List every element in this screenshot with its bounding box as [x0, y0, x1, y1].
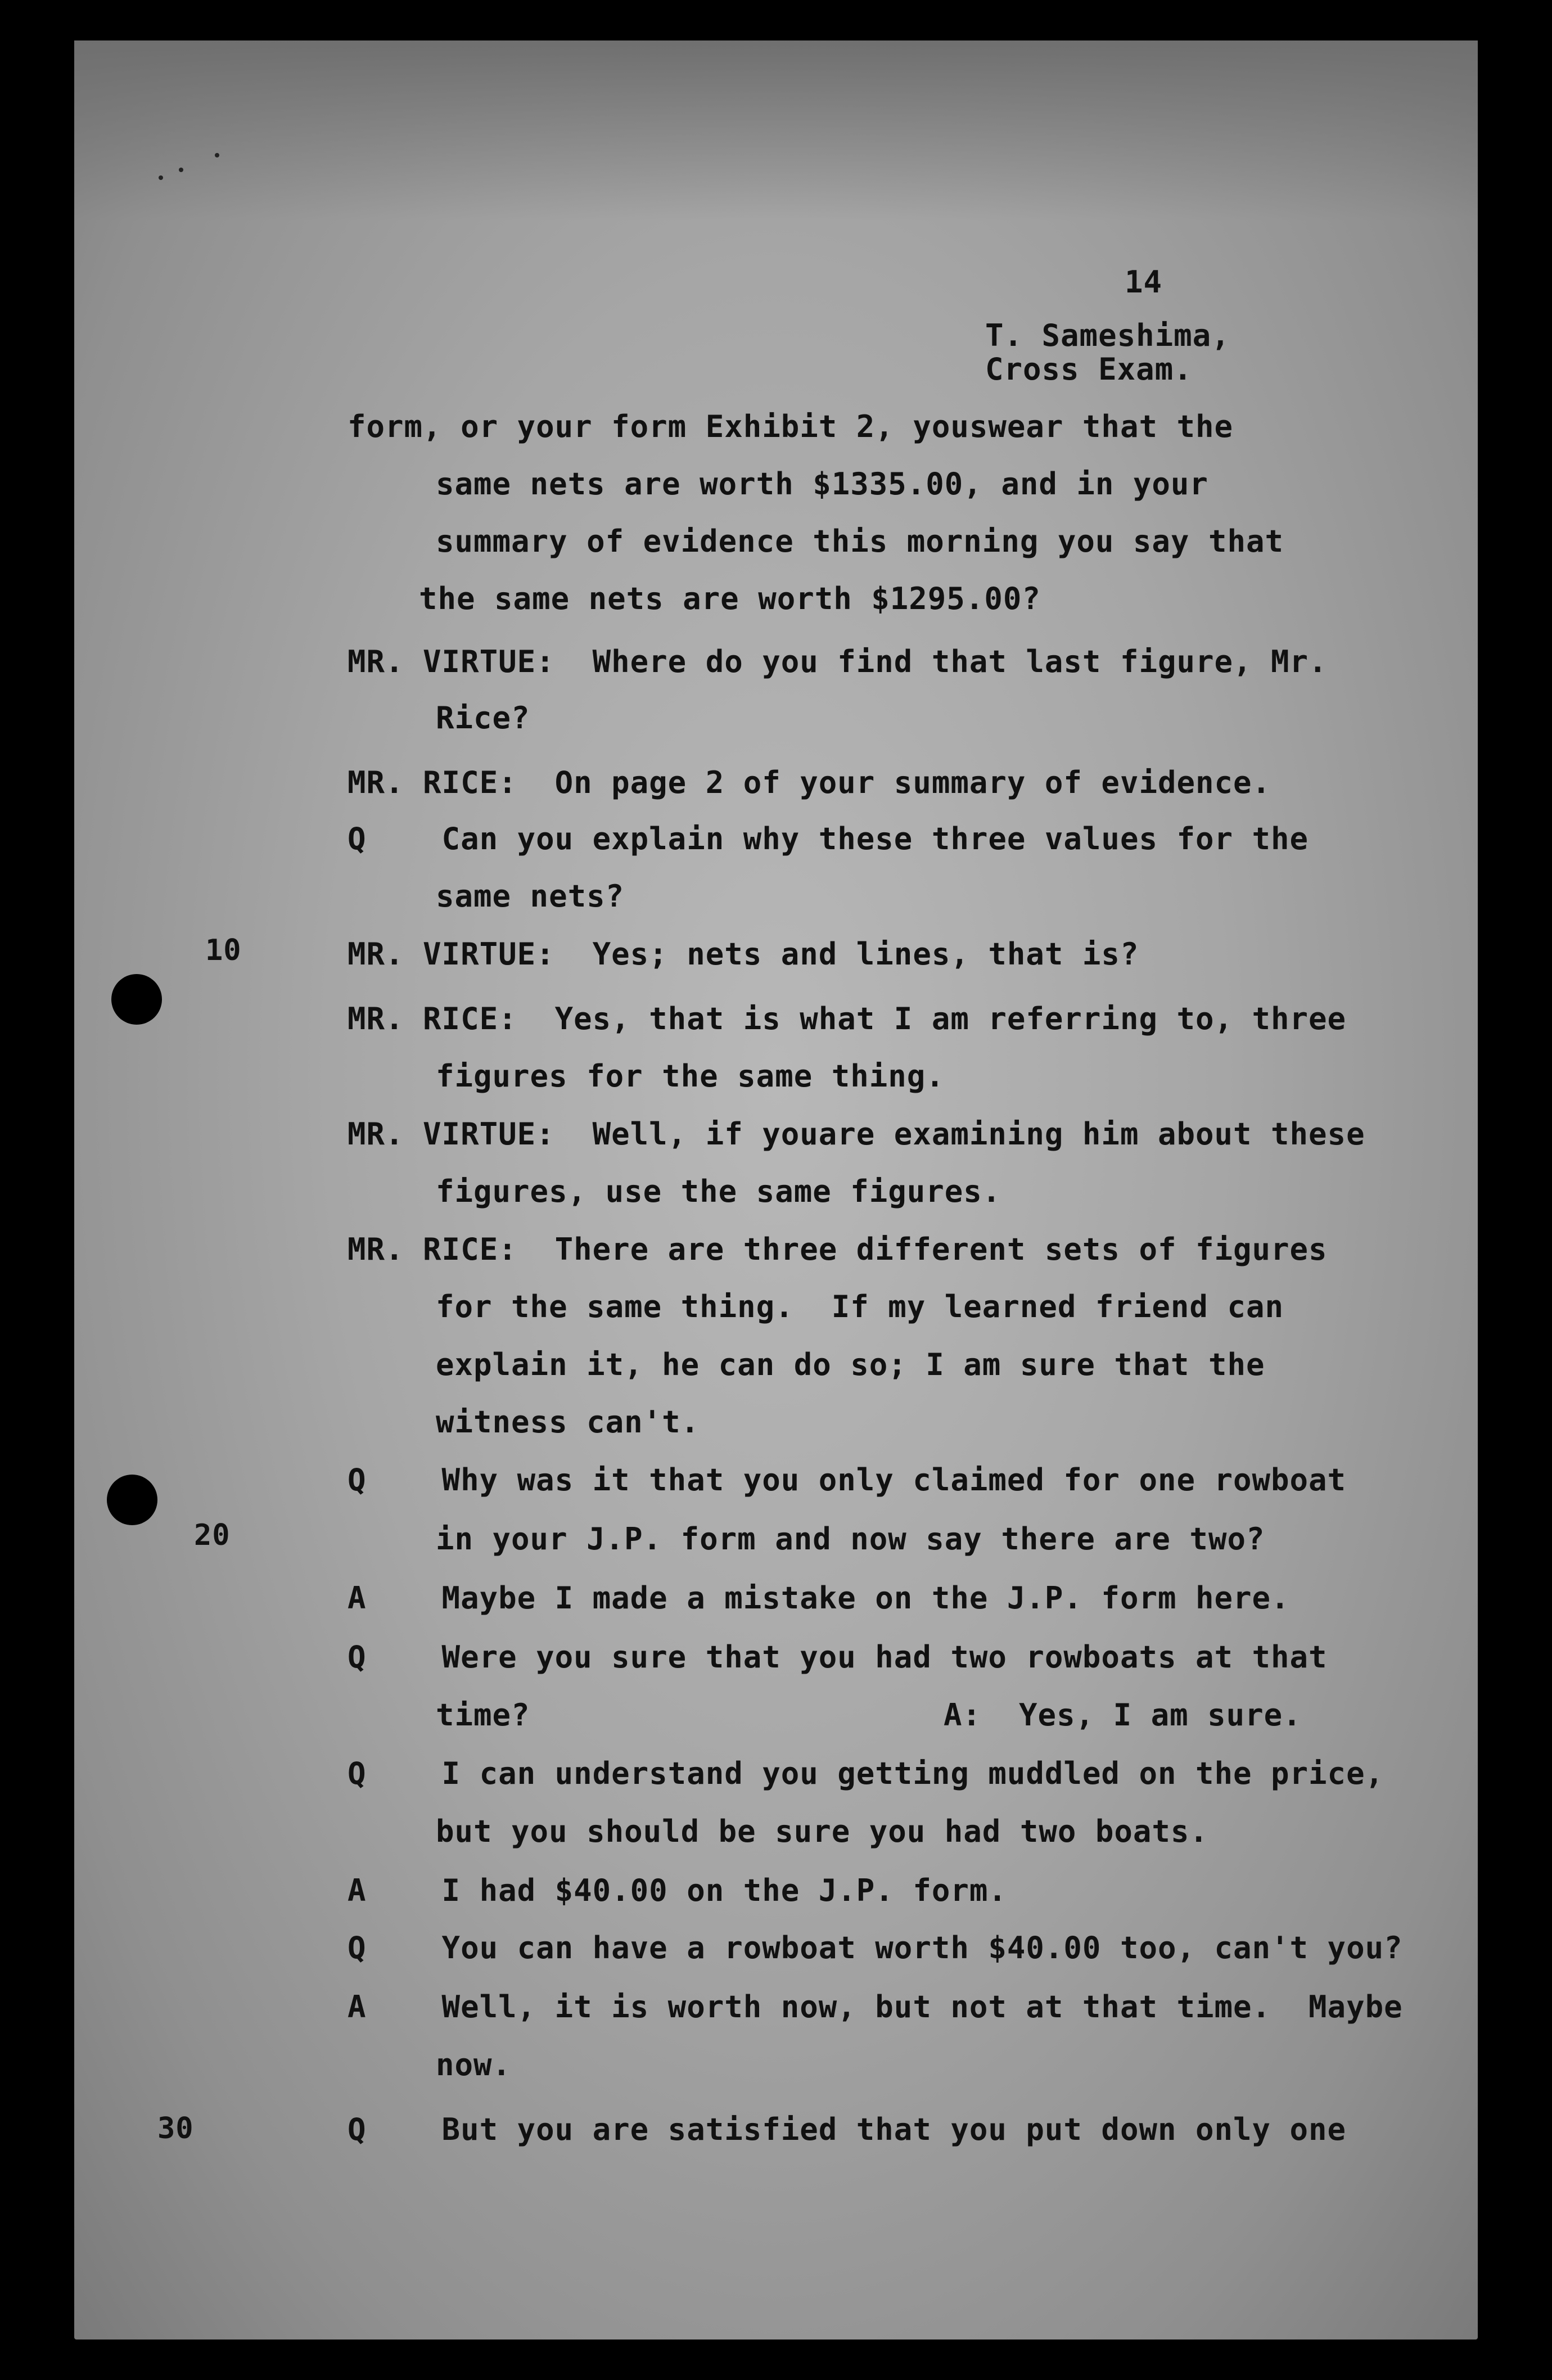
text-line: Q But you are satisfied that you put down only one	[348, 2112, 1347, 2147]
text-line: Rice?	[436, 700, 530, 736]
text-line: the same nets are worth $1295.00?	[419, 581, 1041, 616]
text-line: A Maybe I made a mistake on the J.P. form here.	[348, 1580, 1290, 1616]
punch-hole	[111, 974, 162, 1025]
text-line: MR. RICE: Yes, that is what I am referring to, three	[348, 1001, 1347, 1036]
text-line: for the same thing. If my learned friend can	[436, 1289, 1284, 1324]
speck	[159, 175, 163, 180]
text-line: but you should be sure you had two boats.	[436, 1814, 1208, 1849]
text-line: figures for the same thing.	[436, 1058, 945, 1094]
text-line: A Well, it is worth now, but not at that time. Maybe	[348, 1989, 1403, 2025]
text-line: same nets?	[436, 878, 625, 914]
margin-line-number: 10	[205, 934, 242, 967]
text-line: explain it, he can do so; I am sure that the	[436, 1347, 1265, 1382]
text-line: MR. VIRTUE: Yes; nets and lines, that is?	[348, 936, 1139, 972]
witness-name: T. Sameshima,	[985, 318, 1230, 353]
text-line: form, or your form Exhibit 2, youswear that the	[348, 409, 1234, 444]
text-line: in your J.P. form and now say there are two?	[436, 1521, 1265, 1557]
text-line: Q Can you explain why these three values for the	[348, 821, 1309, 857]
speck	[179, 168, 183, 172]
text-line: summary of evidence this morning you say that	[436, 524, 1284, 559]
text-line: same nets are worth $1335.00, and in your	[436, 466, 1208, 502]
text-line: now.	[436, 2047, 512, 2082]
text-line: Q Were you sure that you had two rowboats at that	[348, 1639, 1328, 1675]
text-line: Q I can understand you getting muddled on the price,	[348, 1756, 1384, 1791]
page-number: 14	[1125, 264, 1163, 300]
text-line: MR. VIRTUE: Well, if youare examining him about these	[348, 1116, 1365, 1152]
text-line: time?	[436, 1697, 530, 1733]
text-line: A: Yes, I am sure.	[944, 1697, 1302, 1733]
speck	[215, 153, 219, 157]
text-line: A I had $40.00 on the J.P. form.	[348, 1873, 1007, 1908]
exam-type: Cross Exam.	[985, 351, 1193, 387]
text-line: Q You can have a rowboat worth $40.00 too, can't you?	[348, 1930, 1403, 1966]
margin-line-number: 30	[157, 2112, 194, 2145]
text-line: MR. RICE: There are three different sets of figures	[348, 1232, 1328, 1267]
text-line: MR. RICE: On page 2 of your summary of evidence.	[348, 765, 1271, 800]
text-line: Q Why was it that you only claimed for one rowboat	[348, 1462, 1347, 1498]
margin-line-number: 20	[194, 1518, 231, 1552]
text-line: witness can't.	[436, 1404, 700, 1440]
punch-hole	[107, 1475, 157, 1525]
text-line: MR. VIRTUE: Where do you find that last figure, Mr.	[348, 644, 1328, 679]
text-line: figures, use the same figures.	[436, 1174, 1001, 1209]
